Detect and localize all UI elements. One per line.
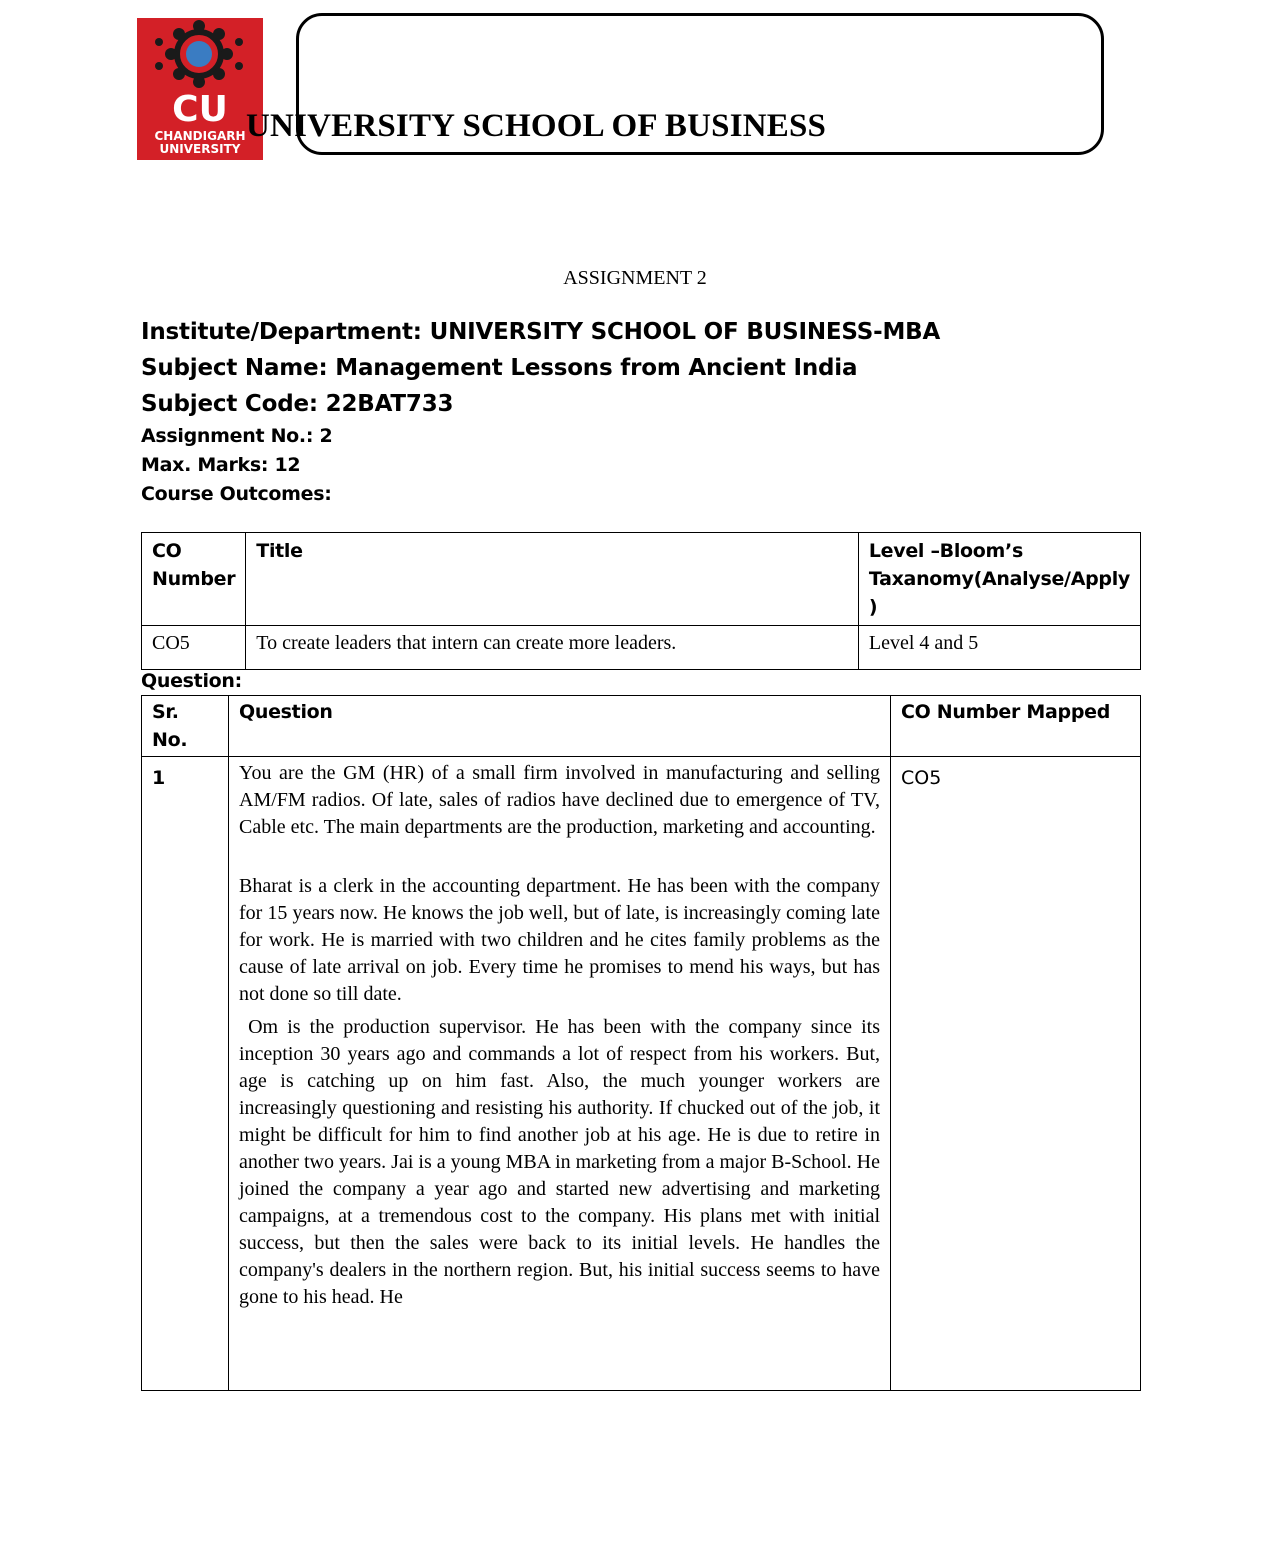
- subject-name-line: Subject Name: Management Lessons from Ancient India: [141, 355, 858, 381]
- course-outcomes-label: Course Outcomes:: [141, 483, 332, 505]
- question-cell: [229, 757, 891, 1391]
- sr-no-cell: 1: [142, 757, 229, 1391]
- logo-emblem-icon: [137, 18, 263, 160]
- question-table: [141, 695, 1141, 1391]
- table-header-row: [142, 533, 1141, 626]
- question-paragraph: You are the GM (HR) of a small firm involved in manufacturing and selling AM/FM radios. Of late, sales of radios have declined due to emergence of TV, Cable etc. The main departments are the production, marketing and accounting.: [239, 762, 880, 838]
- institute-line: Institute/Department: UNIVERSITY SCHOOL OF BUSINESS-MBA: [141, 319, 941, 345]
- co-mapped-header: CO Number Mapped: [891, 696, 1141, 757]
- bloom-level-cell: Level 4 and 5: [858, 626, 1140, 670]
- table-row: [142, 757, 1141, 1391]
- logo-line1-text: CHANDIGARH: [154, 129, 246, 143]
- assignment-meta: [141, 314, 940, 509]
- sr-no-header: Sr. No.: [142, 696, 229, 757]
- question-text: [239, 760, 886, 1386]
- question-header: Question: [229, 696, 891, 757]
- table-row: [142, 626, 1141, 670]
- title-header: Title: [246, 533, 859, 626]
- co-number-cell: CO5: [142, 626, 246, 670]
- table-header-row: [142, 696, 1141, 757]
- assignment-title: ASSIGNMENT 2: [563, 267, 707, 289]
- co-number-header: CO Number: [142, 533, 246, 626]
- co-title-cell: To create leaders that intern can create more leaders.: [246, 626, 859, 670]
- assignment-no-line: Assignment No.: 2: [141, 425, 333, 447]
- school-title: UNIVERSITY SCHOOL OF BUSINESS: [246, 108, 827, 144]
- subject-code-line: Subject Code: 22BAT733: [141, 391, 454, 417]
- logo-cu-text: CU: [172, 89, 228, 130]
- course-outcome-table: [141, 532, 1141, 670]
- question-paragraph: Bharat is a clerk in the accounting department. He has been with the company for 15 years now. He knows the job well, but of late, is increasingly coming late for work. He is married with two children and he cites family problems as the cause of late arrival on job. Every time he promises to mend his ways, but has not done so till date.: [239, 875, 880, 1005]
- logo-line2-text: UNIVERSITY: [159, 142, 241, 156]
- question-label: Question:: [141, 670, 242, 692]
- co-mapped-cell: CO5: [891, 757, 1141, 1391]
- chandigarh-university-logo: [137, 18, 263, 160]
- bloom-level-header: Level –Bloom’s Taxanomy(Analyse/Apply ): [858, 533, 1140, 626]
- max-marks-line: Max. Marks: 12: [141, 454, 301, 476]
- question-paragraph: Om is the production supervisor. He has been with the company since its inception 30 years ago and commands a lot of respect from his workers. But, age is catching up on him fast. Also, the much younger workers are increasingly questioning and resisting his authority. If chucked out of the job, it might be difficult for him to find another job at his age. He is due to retire in another two years. Jai is a young MBA in marketing from a major B-School. He joined the company a year ago and started new advertising and marketing campaigns, at a tremendous cost to the company. His plans met with initial success, but then the sales were back to its initial levels. He handles the company's dealers in the northern region. But, his initial success seems to have gone to his head. He: [239, 1016, 886, 1308]
